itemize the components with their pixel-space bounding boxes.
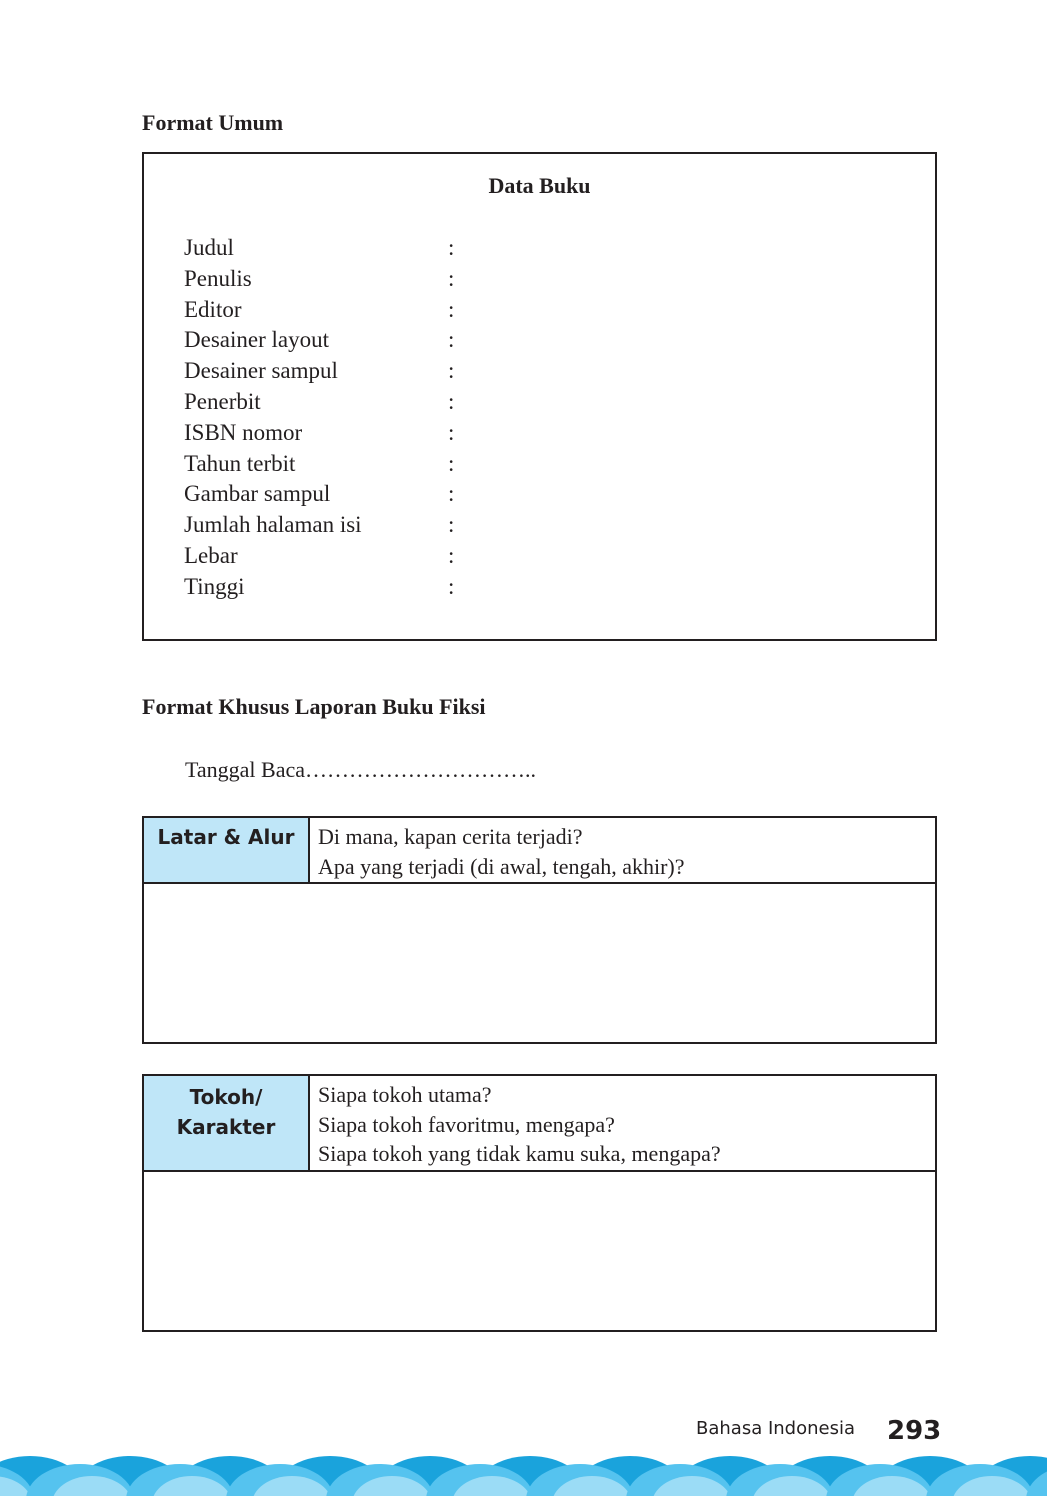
question-line: Di mana, kapan cerita terjadi? [318,824,583,849]
table-header-row [144,818,935,884]
character-table [142,1074,937,1332]
question-line: Apa yang terjadi (di awal, tengah, akhir)? [318,853,685,879]
field-label: Gambar sampul [184,481,331,507]
field-colon: : [448,388,455,414]
field-row-lebar [184,541,584,572]
question-list [318,1080,721,1169]
page-number: 293 [887,1416,942,1446]
field-label: ISBN nomor [184,419,303,445]
field-row-penulis [184,264,584,295]
field-label: Desainer sampul [184,358,338,384]
field-label: Penulis [184,265,252,291]
label-line: Latar & Alur [157,825,295,849]
book-data-title: Data Buku [488,173,591,198]
field-label: Judul [184,235,234,260]
field-label: Desainer layout [184,327,329,353]
field-colon: : [448,358,455,384]
field-label: Tahun terbit [184,450,296,476]
field-label: Lebar [184,542,238,568]
field-colon: : [448,573,455,599]
question-line: Siapa tokoh favoritmu, mengapa? [318,1111,615,1137]
field-colon: : [448,512,455,538]
field-row-isbn [184,418,584,449]
reading-date-line: Tanggal Baca………………………….. [185,757,537,782]
field-colon: : [448,296,455,322]
general-format-heading: Format Umum [142,110,284,135]
field-row-gambar-sampul [184,479,584,510]
field-label: Penerbit [184,388,261,414]
label-line: Karakter [176,1115,276,1139]
field-label: Editor [184,296,242,322]
field-colon: : [448,235,455,260]
setting-plot-label [144,818,310,882]
field-colon: : [448,265,455,291]
fiction-format-heading: Format Khusus Laporan Buku Fiksi [142,694,486,719]
field-colon: : [448,327,455,353]
footer-book-title: Bahasa Indonesia [696,1418,855,1439]
field-row-layout-designer [184,325,584,356]
book-data-field-list [184,233,584,603]
field-row-tahun-terbit [184,449,584,480]
decorative-wave-border [0,1452,1047,1496]
setting-plot-table [142,816,937,1044]
question-line: Siapa tokoh yang tidak kamu suka, mengapa? [318,1141,721,1166]
character-label [144,1076,310,1170]
book-data-box [142,152,937,641]
field-colon: : [448,450,455,476]
field-row-judul [184,233,584,264]
question-line: Siapa tokoh utama? [318,1082,492,1107]
field-row-penerbit [184,387,584,418]
field-label: Jumlah halaman isi [184,512,362,538]
question-list [318,822,685,881]
field-colon: : [448,542,455,568]
field-colon: : [448,481,455,507]
field-row-tinggi [184,572,584,603]
label-line: Tokoh/ [189,1085,263,1109]
field-row-editor [184,295,584,326]
field-row-cover-designer [184,356,584,387]
table-header-row [144,1076,935,1172]
field-row-jumlah-halaman [184,510,584,541]
field-colon: : [448,419,455,445]
field-label: Tinggi [184,573,245,599]
